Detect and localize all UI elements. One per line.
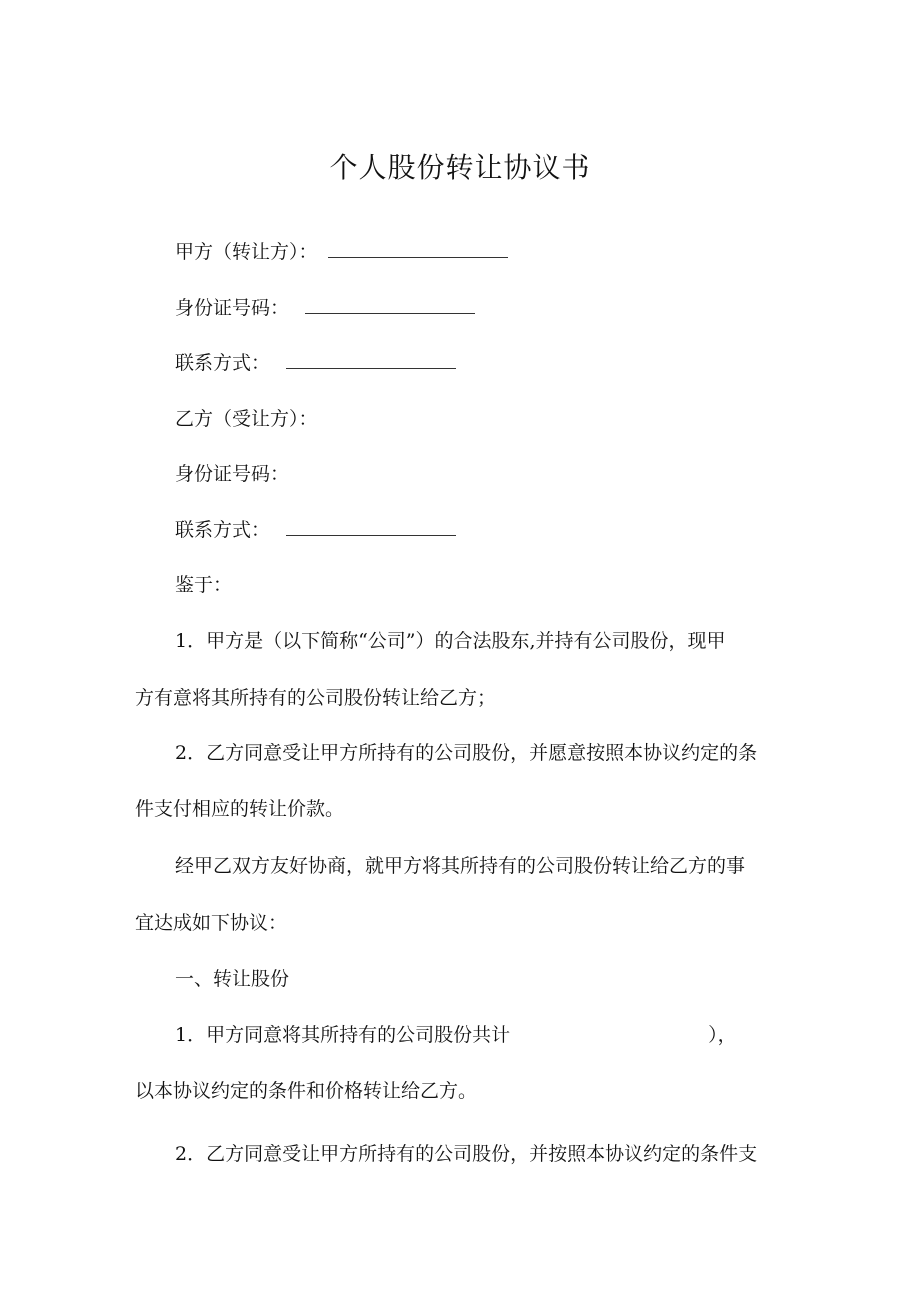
clause-1-text-a: 1．甲方同意将其所持有的公司股份共计 bbox=[175, 1024, 511, 1046]
recital-2-line-2: 件支付相应的转让价款。 bbox=[135, 798, 345, 820]
whereas-heading: 鉴于： bbox=[175, 574, 233, 596]
agreement-line-2: 宜达成如下协议： bbox=[135, 912, 288, 934]
party-a-id-row bbox=[175, 299, 475, 318]
party-a-blank bbox=[328, 243, 508, 258]
party-a-row bbox=[175, 243, 508, 262]
party-a-id-blank bbox=[305, 299, 475, 314]
party-b-contact-label: 联系方式： bbox=[175, 519, 271, 541]
clause-2-line-1: 2．乙方同意受让甲方所持有的公司股份，并按照本协议约定的条件支 bbox=[175, 1143, 758, 1165]
party-b-contact-blank bbox=[286, 521, 456, 536]
party-a-contact-row bbox=[175, 354, 456, 373]
party-a-id-label: 身份证号码： bbox=[175, 297, 290, 319]
party-b-id-label: 身份证号码： bbox=[175, 463, 290, 485]
clause-1-text-b: ）， bbox=[708, 1024, 737, 1046]
agreement-line-1: 经甲乙双方友好协商，就甲方将其所持有的公司股份转让给乙方的事 bbox=[175, 855, 746, 877]
party-a-contact-blank bbox=[286, 354, 456, 369]
party-b-id-row bbox=[175, 465, 289, 484]
party-b-row bbox=[175, 410, 318, 429]
party-a-label: 甲方（转让方）： bbox=[175, 241, 318, 263]
document-title: 个人股份转让协议书 bbox=[329, 151, 591, 184]
section-1-heading: 一、转让股份 bbox=[175, 968, 290, 990]
party-b-contact-row bbox=[175, 521, 456, 540]
recital-1-line-2: 方有意将其所持有的公司股份转让给乙方； bbox=[135, 687, 497, 709]
recital-1-line-1: 1．甲方是（以下简称“公司”）的合法股东,并持有公司股份，现甲 bbox=[175, 630, 726, 652]
clause-1-line-2: 以本协议约定的条件和价格转让给乙方。 bbox=[135, 1080, 478, 1102]
party-a-contact-label: 联系方式： bbox=[175, 352, 271, 374]
clause-1-line-1 bbox=[175, 1026, 737, 1045]
party-b-label: 乙方（受让方）： bbox=[175, 408, 318, 430]
recital-2-line-1: 2．乙方同意受让甲方所持有的公司股份，并愿意按照本协议约定的条 bbox=[175, 742, 758, 764]
